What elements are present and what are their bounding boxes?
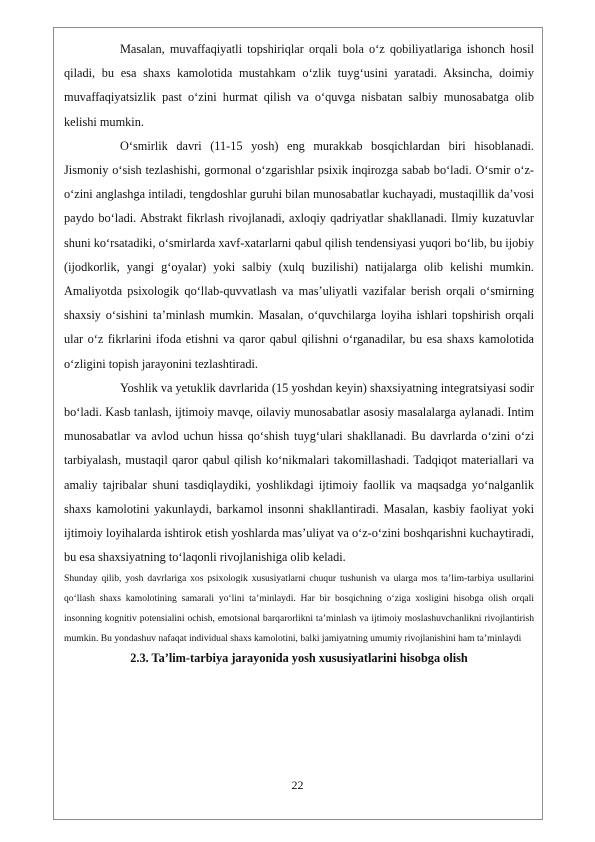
page-number: 22	[291, 778, 304, 792]
paragraph-3: Yoshlik va yetuklik davrlarida (15 yoshdan keyin) shaxsiyatning integratsiyasi sodir bo‘ladi. Kasb tanlash, ijtimoiy mavqe, oilaviy munosabatlar asosiy masalalarga aylanadi. Intim munosabatlar va avlod uchun hissa qo‘shish tuyg‘ulari shakllanadi. Bu davrlarda o‘zini o‘zi tarbiyalash, mustaqil qaror qabul qilish ko‘nikmalari takomillashadi. Tadqiqot materiallari va amaliy tajribalar shuni tasdiqlaydiki, yoshlikdagi ijtimoiy faollik va maqsadga yo‘nalganlik shaxs kamolotini yakunlaydi, barkamol insonni shakllantiradi. Masalan, kasbiy faoliyat yoki ijtimoiy loyihalarda ishtirok etish yoshlarda mas’uliyat va o‘z-o‘zini boshqarishni kuchaytiradi, bu esa shaxsiyatning to‘laqonli rivojlanishiga olib keladi.	[64, 380, 534, 565]
document-body	[64, 37, 534, 666]
paragraph-conclusion: Shunday qilib, yosh davrlariga xos psixologik xususiyatlarni chuqur tushunish va ularga mos ta’lim-tarbiya usullarini qo‘llash shaxs kamolotining samarali yo‘lini ta’minlaydi. Har bir bosqichning o‘ziga xosligini hisobga olish orqali insonning kognitiv potensialini ochish, emotsional barqarorlikni ta’minlash va ijtimoiy moslashuvchanlikni rivojlantirish mumkin. Bu yondashuv nafaqat individual shaxs kamolotini, balki jamiyatning umumiy rivojlanishini ham ta’minlaydi	[64, 573, 534, 644]
paragraph-2: O‘smirlik davri (11-15 yosh) eng murakkab bosqichlardan biri hisoblanadi. Jismoniy o‘sish tezlashishi, gormonal o‘zgarishlar psixik inqirozga sabab bo‘ladi. O‘smir o‘z-o‘zini anglashga intiladi, tengdoshlar guruhi bilan munosabatlar kuchayadi, mustaqillik da’vosi paydo bo‘ladi. Abstrakt fikrlash rivojlanadi, axloqiy qadriyatlar shakllanadi. Ilmiy kuzatuvlar shuni ko‘rsatadiki, o‘smirlarda xavf-xatarlarni qabul qilish tendensiyasi yuqori bo‘lib, bu ijobiy (ijodkorlik, yangi g‘oyalar) yoki salbiy (xulq buzilishi) natijalarga olib kelishi mumkin. Amaliyotda psixologik qo‘llab-quvvatlash va mas’uliyatli vazifalar berish orqali o‘smirning shaxsiy o‘sishini ta’minlash mumkin. Masalan, o‘quvchilarga loyiha ishlari topshirish orqali ular o‘z fikrlarini ifoda etishni va qaror qabul qilishni o‘rganadilar, bu esa shaxs kamolotida o‘zligini topish jarayonini tezlashtiradi.	[64, 138, 534, 371]
section-heading: 2.3. Ta’lim-tarbiya jarayonida yosh xususiyatlarini hisobga olish	[130, 650, 468, 665]
paragraph-1: Masalan, muvaffaqiyatli topshiriqlar orqali bola o‘z qobiliyatlariga ishonch hosil qiladi, bu esa shaxs kamolotida mustahkam o‘zlik tuyg‘usini yaratadi. Aksincha, doimiy muvaffaqiyatsizlik past o‘zini hurmat qilish va o‘quvga nisbatan salbiy munosabatga olib kelishi mumkin.	[64, 42, 534, 129]
